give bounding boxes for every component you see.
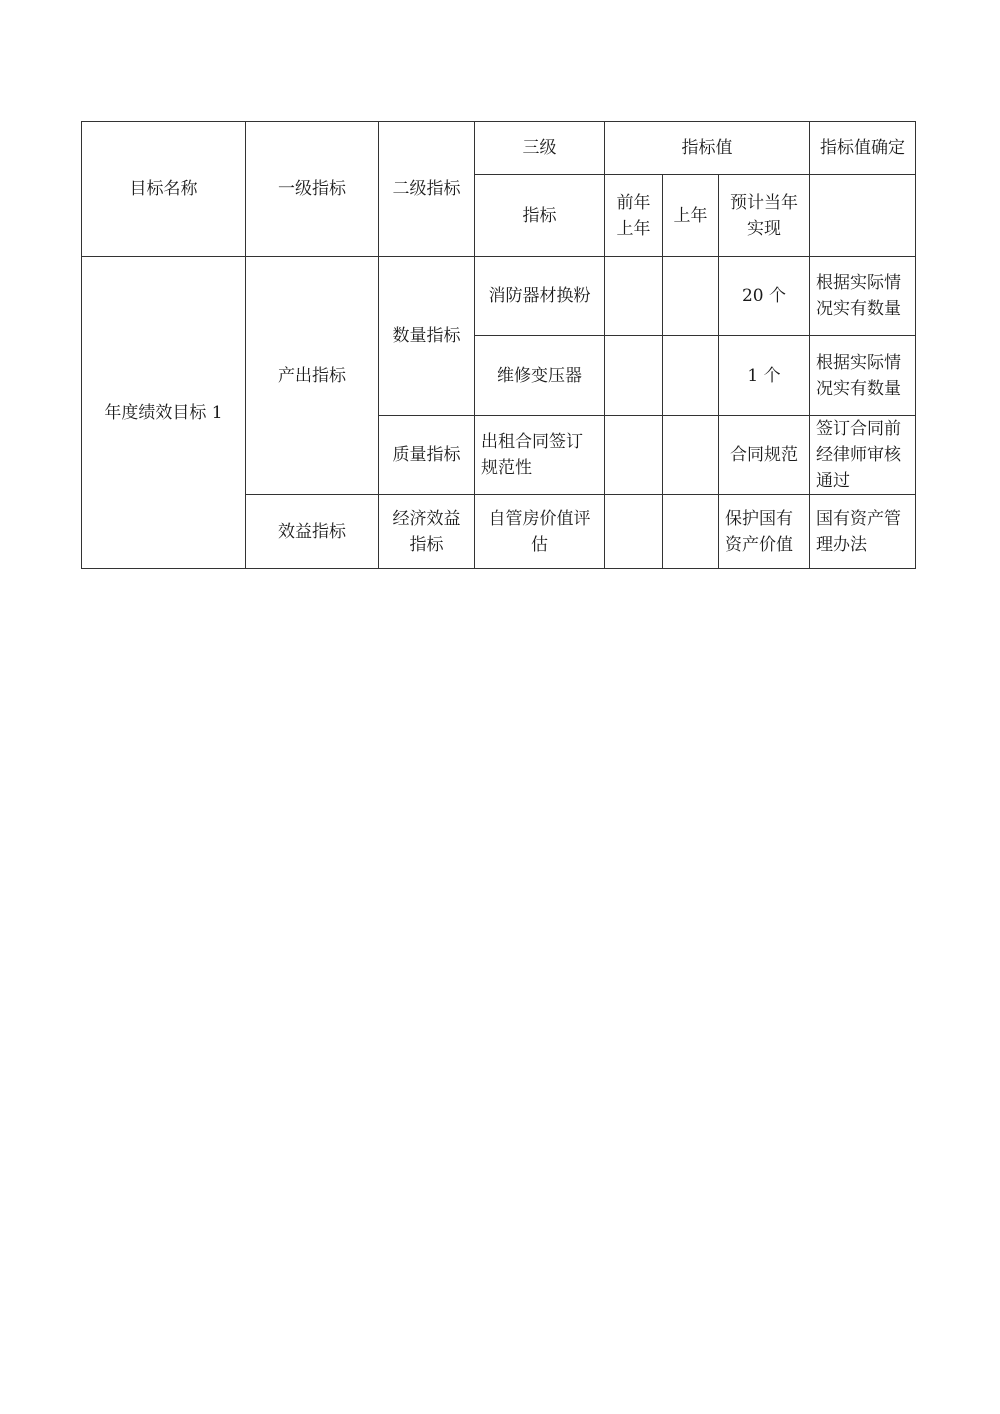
expected-cell: 20 个 xyxy=(719,257,810,336)
expected-cell: 合同规范 xyxy=(719,416,810,495)
indicator-cell: 出租合同签订规范性 xyxy=(475,416,605,495)
header-level3-sub: 指标 xyxy=(475,175,605,257)
target-cell: 年度绩效目标 1 xyxy=(82,257,246,569)
prev-prev-cell xyxy=(605,495,663,569)
prev-prev-cell xyxy=(605,257,663,336)
header-prev-prev-year: 前年上年 xyxy=(605,175,663,257)
expected-cell: 1 个 xyxy=(719,336,810,416)
prev-prev-cell xyxy=(605,416,663,495)
header-value: 指标值 xyxy=(605,122,810,175)
benefit-indicator: 效益指标 xyxy=(246,495,379,569)
header-level2: 二级指标 xyxy=(379,122,475,257)
prev-cell xyxy=(663,336,719,416)
expected-cell: 保护国有资产价值 xyxy=(719,495,810,569)
indicator-cell: 自管房价值评估 xyxy=(475,495,605,569)
header-determination-empty xyxy=(810,175,916,257)
prev-cell xyxy=(663,495,719,569)
performance-table xyxy=(81,121,916,569)
basis-cell: 根据实际情况实有数量 xyxy=(810,336,916,416)
prev-cell xyxy=(663,416,719,495)
basis-cell: 签订合同前经律师审核通过 xyxy=(810,416,916,495)
economic-indicator: 经济效益指标 xyxy=(379,495,475,569)
indicator-cell: 维修变压器 xyxy=(475,336,605,416)
header-expected: 预计当年实现 xyxy=(719,175,810,257)
prev-cell xyxy=(663,257,719,336)
quality-indicator: 质量指标 xyxy=(379,416,475,495)
header-level1: 一级指标 xyxy=(246,122,379,257)
header-level3: 三级 xyxy=(475,122,605,175)
header-determination: 指标值确定 xyxy=(810,122,916,175)
header-prev-year: 上年 xyxy=(663,175,719,257)
prev-prev-cell xyxy=(605,336,663,416)
basis-cell: 根据实际情况实有数量 xyxy=(810,257,916,336)
basis-cell: 国有资产管理办法 xyxy=(810,495,916,569)
header-target-name: 目标名称 xyxy=(82,122,246,257)
quantity-indicator: 数量指标 xyxy=(379,257,475,416)
indicator-cell: 消防器材换粉 xyxy=(475,257,605,336)
output-indicator: 产出指标 xyxy=(246,257,379,495)
